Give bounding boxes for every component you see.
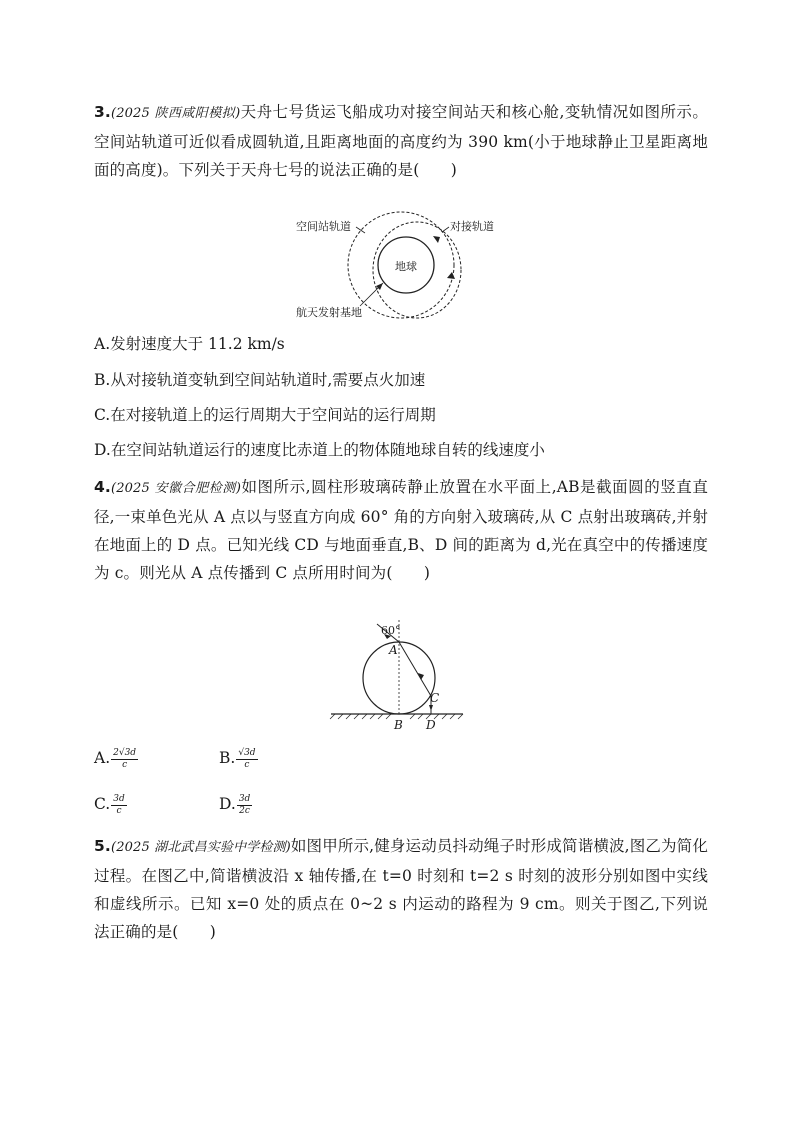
question-3-stem: 天舟七号货运飞船成功对接空间站天和核心舱,变轨情况如图所示。空间站轨道可近似看成圆轨道,且距离地面的高度约为 390 km(小于地球静止卫星距离地面的高度)。下列关于天舟七号的说法正确的是( ) [94, 103, 709, 179]
q4-option-a[interactable]: A. $\frac{2√3d}{c}$ [94, 747, 137, 770]
docking-orbit-label: 对接轨道 [450, 220, 494, 233]
question-5-source: (2025 湖北武昌实验中学检测) [110, 840, 291, 855]
exit-arrow-icon [429, 705, 433, 711]
station-orbit-label: 空间站轨道 [296, 220, 351, 233]
q4-option-a-fraction: $\frac{2√3d}{c}$ [113, 747, 137, 770]
glass-cylinder-diagram [325, 616, 475, 734]
q4-option-d-fraction: $\frac{3d}{2c}$ [238, 793, 251, 816]
point-d-label: D [426, 718, 436, 732]
q3-option-b[interactable]: B.从对接轨道变轨到空间站轨道时,需要点火加速 [94, 371, 426, 389]
docking-arrow-right-icon [447, 272, 455, 279]
orbit-diagram [290, 210, 510, 322]
question-3-number: 3. [94, 103, 111, 121]
question-3-source: (2025 陕西咸阳模拟) [110, 106, 241, 121]
launch-base-label: 航天发射基地 [296, 306, 362, 319]
question-3 [94, 98, 708, 184]
point-b-label: B [394, 718, 403, 732]
earth-label: 地球 [395, 260, 417, 273]
refracted-ray [399, 642, 431, 696]
question-4 [94, 473, 708, 587]
question-5-stem: 如图甲所示,健身运动员抖动绳子时形成简谐横波,图乙为简化过程。在图乙中,简谐横波沿 x 轴传播,在 t=0 时刻和 t=2 s 时刻的波形分别如图中实线和虚线所示。已知 x=0 处的质点在 0~2 s 内运动的路程为 9 cm。则关于图乙,下列说法正确的是( ) [94, 837, 708, 941]
question-5 [94, 832, 708, 946]
q4-option-c[interactable]: C. $\frac{3d}{c}$ [94, 793, 125, 816]
q4-option-d[interactable]: D. $\frac{3d}{2c}$ [219, 793, 251, 816]
q3-option-a[interactable]: A.发射速度大于 11.2 km/s [94, 335, 285, 353]
q4-option-b-fraction: $\frac{√3d}{c}$ [238, 747, 256, 770]
question-4-source: (2025 安徽合肥检测) [110, 481, 242, 496]
point-c-label: C [430, 691, 440, 705]
q3-option-c[interactable]: C.在对接轨道上的运行周期大于空间站的运行周期 [94, 406, 436, 424]
docking-orbit-leader [442, 227, 449, 232]
q4-option-c-fraction: $\frac{3d}{c}$ [113, 793, 125, 816]
q4-option-b[interactable]: B. $\frac{√3d}{c}$ [219, 747, 256, 770]
angle-label: 60° [381, 624, 401, 637]
question-5-number: 5. [94, 837, 111, 855]
docking-arrow-top-icon [433, 236, 440, 243]
q3-option-d[interactable]: D.在空间站轨道运行的速度比赤道上的物体随地球自转的线速度小 [94, 441, 545, 459]
question-4-stem: 如图所示,圆柱形玻璃砖静止放置在水平面上,AB是截面圆的竖直直径,一束单色光从 A 点以与竖直方向成 60° 角的方向射入玻璃砖,从 C 点射出玻璃砖,并射在地面上的 D 点。已知光线 CD 与地面垂直,B、D 间的距离为 d,光在真空中的传播速度为 c。则光从 A 点传播到 C 点所用时间为( ) [94, 478, 709, 582]
question-4-number: 4. [94, 478, 111, 496]
point-a-label: A [389, 643, 398, 657]
